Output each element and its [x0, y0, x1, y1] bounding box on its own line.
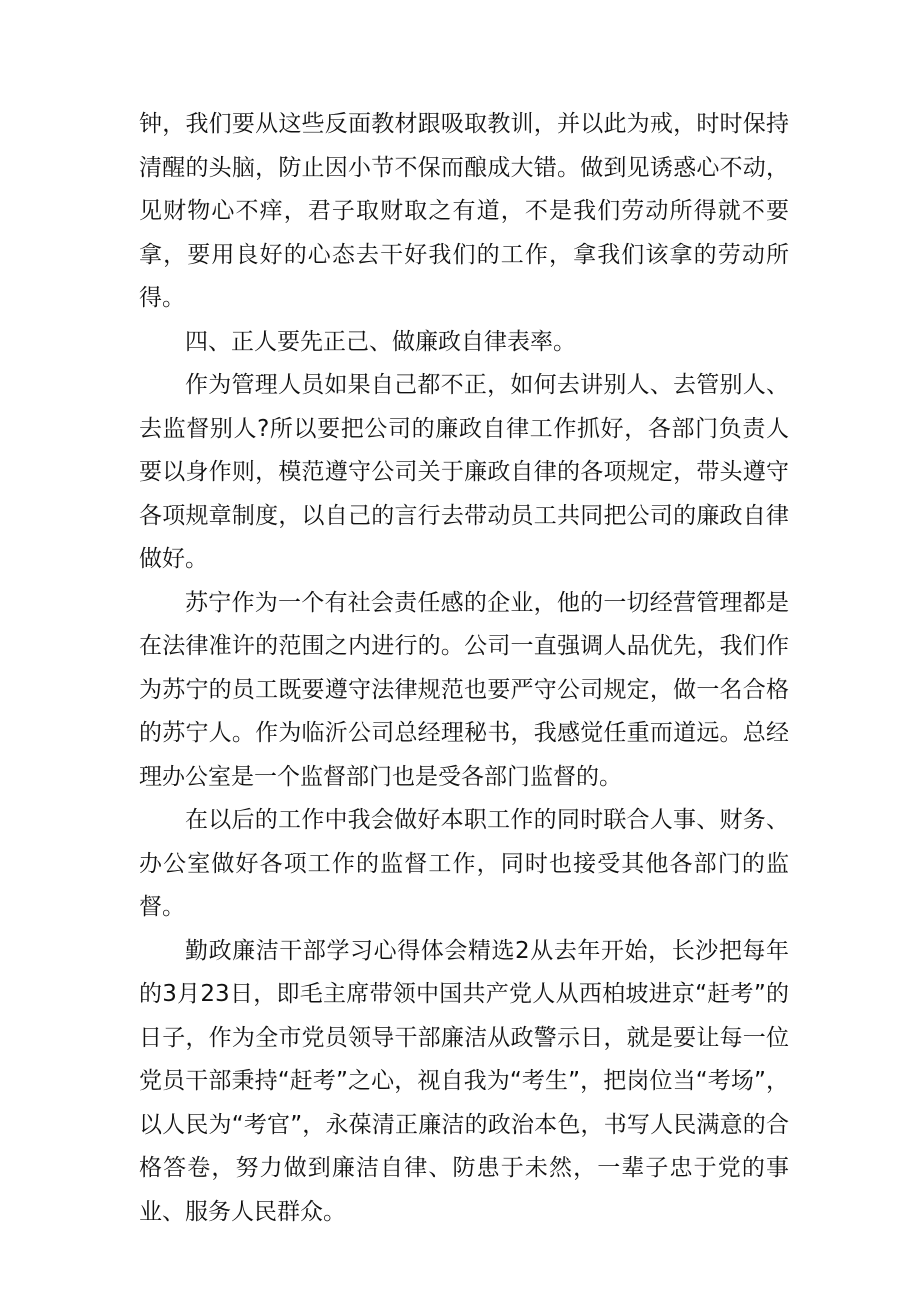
paragraph-1: 钟，我们要从这些反面教材跟吸取教训，并以此为戒，时时保持清醒的头脑，防止因小节不保而酿成大错。做到见诱惑心不动，见财物心不痒，君子取财取之有道，不是我们劳动所得就不要拿，要用良好的心态去干好我们的工作，拿我们该拿的劳动所得。 [139, 111, 789, 311]
paragraph-2-heading: 四、正人要先正己、做廉政自律表率。 [185, 328, 576, 355]
document-body [139, 103, 789, 1234]
paragraph-4: 苏宁作为一个有社会责任感的企业，他的一切经营管理都是在法律准许的范围之内进行的。公司一直强调人品优先，我们作为苏宁的员工既要遵守法律规范也要严守公司规定，做一名合格的苏宁人。作为临沂公司总经理秘书，我感觉任重而道远。总经理办公室是一个监督部门也是受各部门监督的。 [139, 589, 789, 790]
paragraph-3: 作为管理人员如果自己都不正，如何去讲别人、去管别人、去监督别人?所以要把公司的廉政自律工作抓好，各部门负责人要以身作则，模范遵守公司关于廉政自律的各项规定，带头遵守各项规章制度，以自己的言行去带动员工共同把公司的廉政自律做好。 [139, 372, 789, 572]
paragraph-5: 在以后的工作中我会做好本职工作的同时联合人事、财务、办公室做好各项工作的监督工作，同时也接受其他各部门的监督。 [139, 807, 789, 920]
paragraph-6: 勤政廉洁干部学习心得体会精选2从去年开始，长沙把每年的3月23日，即毛主席带领中国共产党人从西柏坡进京“赶考”的日子，作为全市党员领导干部廉洁从政警示日，就是要让每一位党员干部秉持“赶考”之心，视自我为“考生”，把岗位当“考场”，以人民为“考官”，永葆清正廉洁的政治本色，书写人民满意的合格答卷，努力做到廉洁自律、防患于未然，一辈子忠于党的事业、服务人民群众。 [139, 937, 789, 1225]
